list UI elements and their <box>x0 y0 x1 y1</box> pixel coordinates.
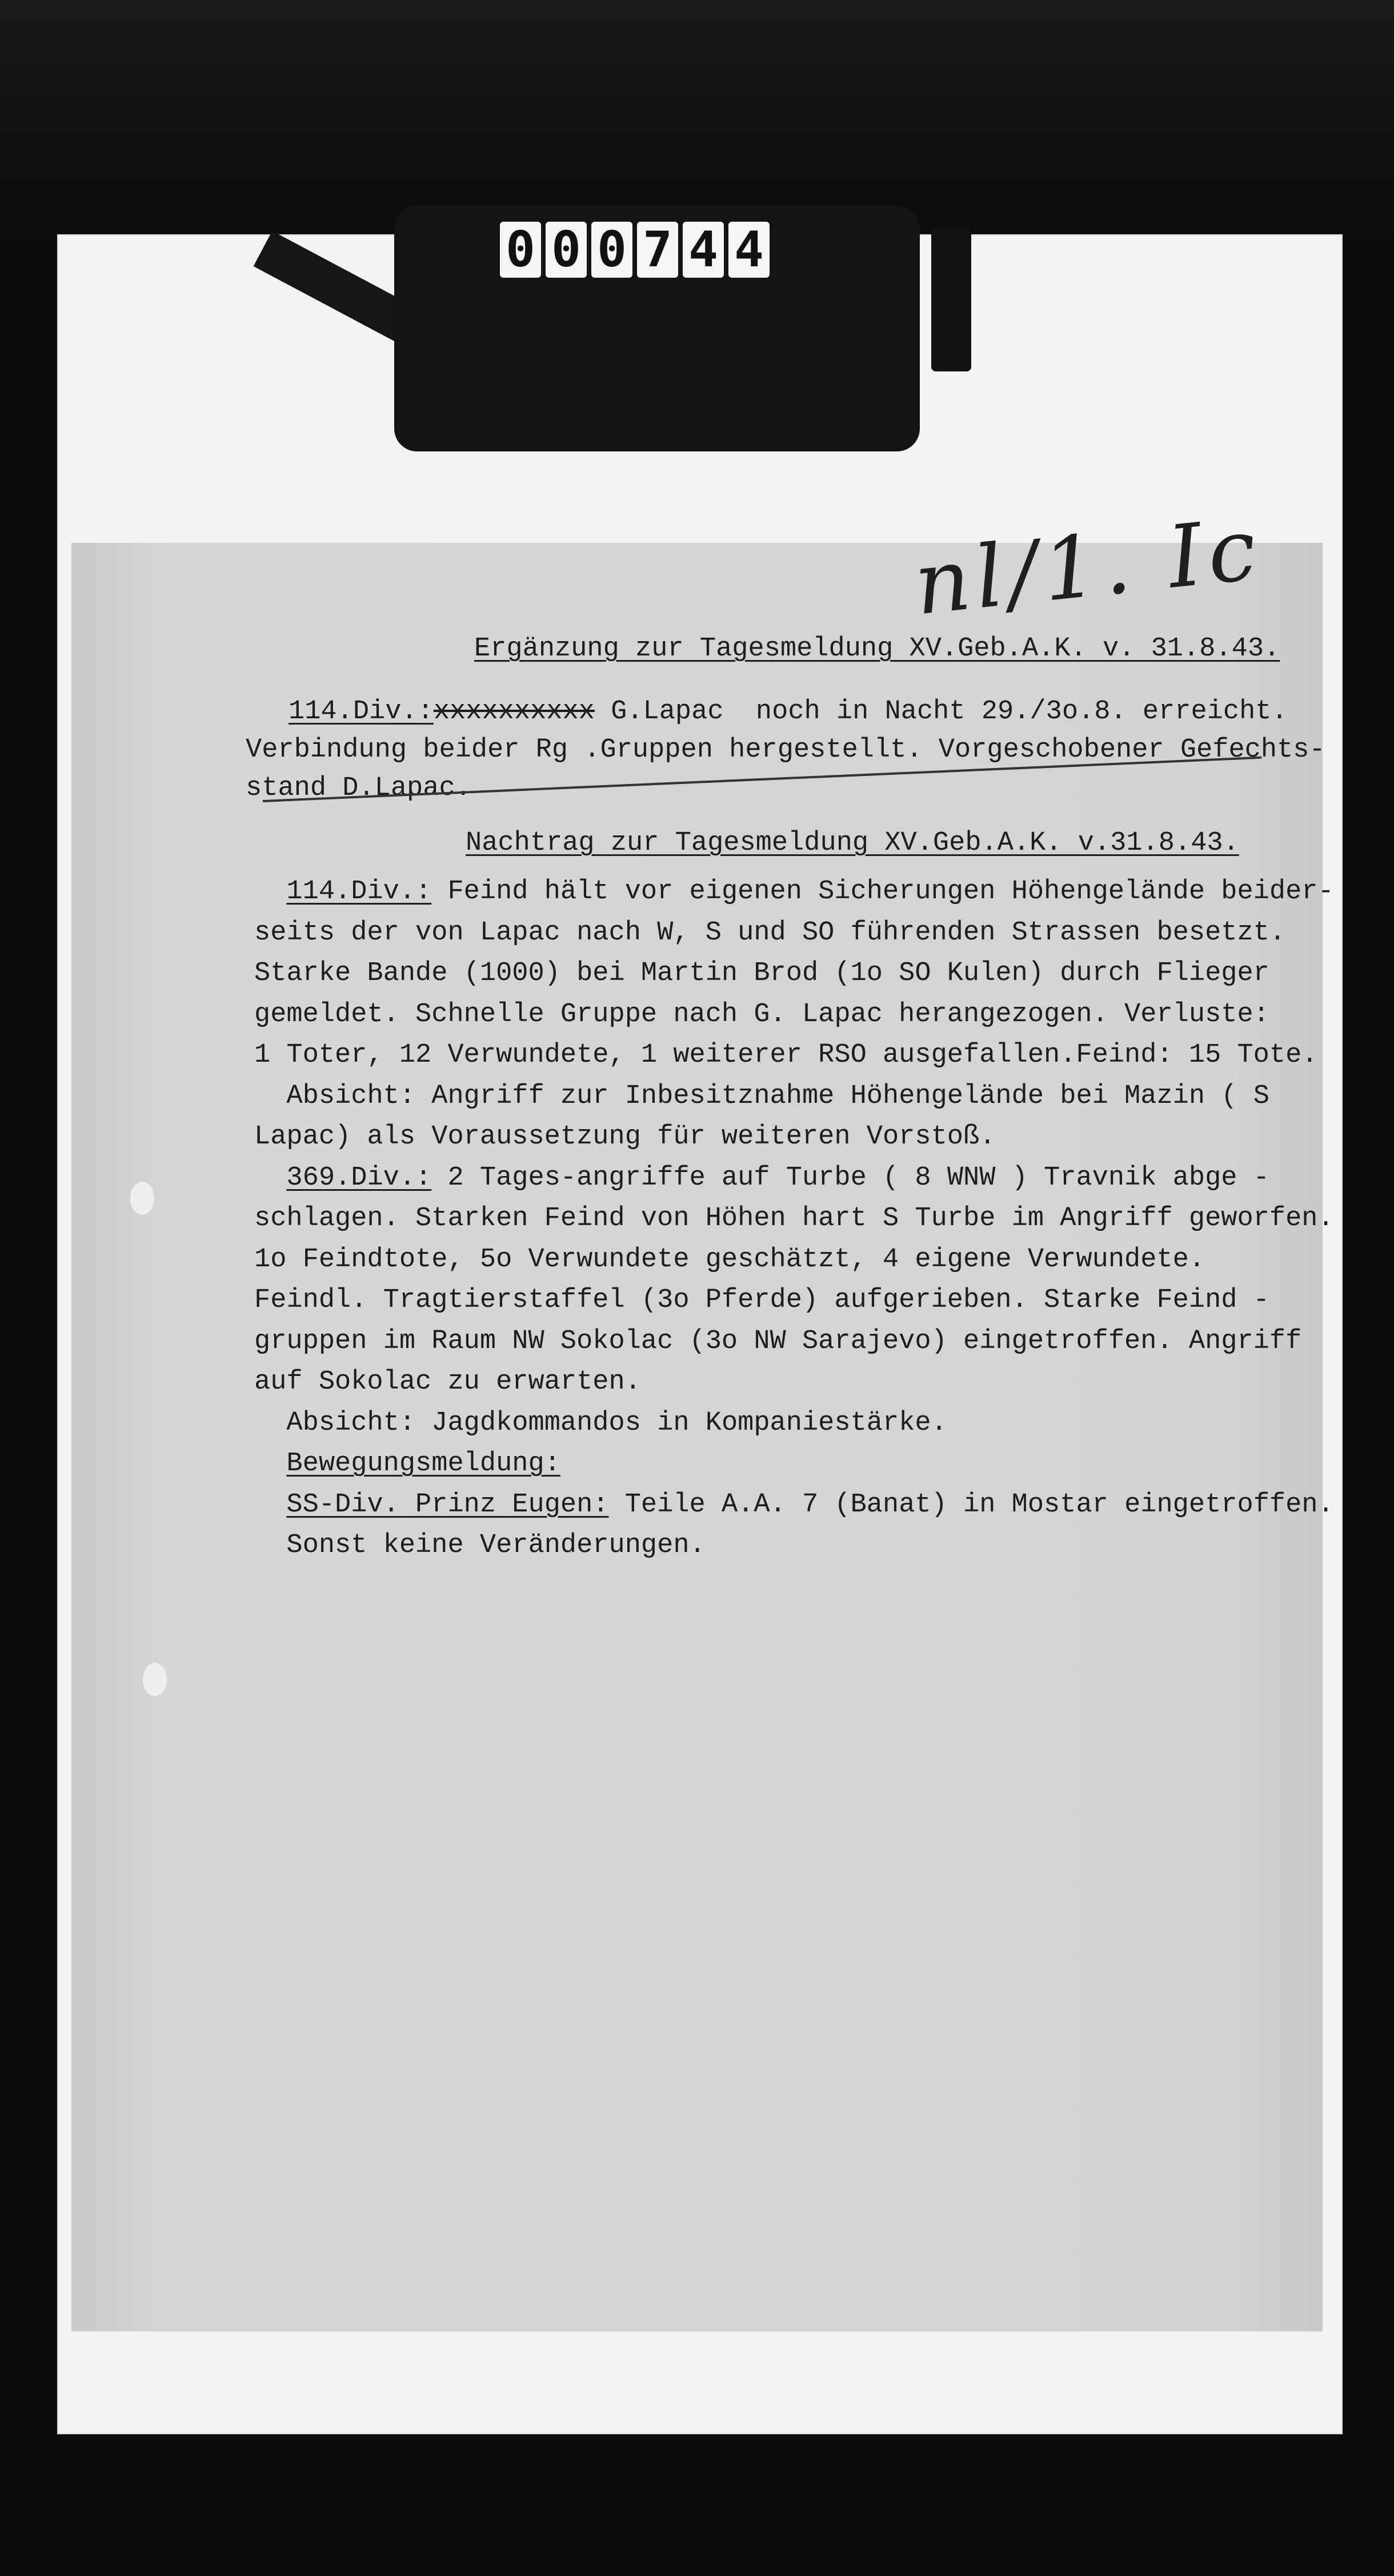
addendum-line <box>254 1321 1334 1362</box>
line-text: gruppen im Raum NW Sokolac (3o NW Sarajevo) eingetroffen. Angriff <box>254 1326 1302 1357</box>
supplement-line <box>289 694 1288 730</box>
line-text: auf Sokolac zu erwarten. <box>254 1367 641 1397</box>
division-label: 114.Div.: <box>289 697 434 727</box>
underlined-heading: SS-Div. Prinz Eugen: <box>286 1489 609 1520</box>
line-text: gemeldet. Schnelle Gruppe nach G. Lapac herangezogen. Verluste: <box>254 999 1269 1030</box>
indent <box>254 1081 286 1111</box>
line-text: Absicht: Angriff zur Inbesitznahme Höhengelände bei Mazin ( S <box>286 1081 1269 1111</box>
addendum-line <box>254 1158 1334 1199</box>
addendum-line <box>254 1239 1334 1281</box>
report-title-supplement: Ergänzung zur Tagesmeldung XV.Geb.A.K. v. 31.8.43. <box>474 634 1280 664</box>
addendum-line <box>254 1443 1334 1485</box>
addendum-line <box>254 871 1334 913</box>
counter-digit: 4 <box>728 222 770 278</box>
line-text: Sonst keine Veränderungen. <box>286 1530 706 1561</box>
handwritten-annotation: nl/1. Ic <box>910 499 1267 635</box>
report-title-addendum: Nachtrag zur Tagesmeldung XV.Geb.A.K. v.31.8.43. <box>466 828 1239 858</box>
punch-hole <box>130 1182 154 1215</box>
underlined-heading: 114.Div.: <box>286 877 432 907</box>
line-text: G.Lapac noch in Nacht 29./3o.8. erreicht. <box>594 697 1288 727</box>
film-background <box>0 0 1394 240</box>
punch-hole <box>143 1663 167 1696</box>
indent <box>254 1163 286 1193</box>
underlined-heading: Bewegungsmeldung: <box>286 1449 560 1479</box>
counter-digit: 4 <box>683 222 724 278</box>
line-text: Absicht: Jagdkommandos in Kompaniestärke. <box>286 1407 947 1438</box>
supplement-line: stand D.Lapac. <box>246 773 471 803</box>
addendum-line <box>254 1117 1334 1158</box>
counter-knob <box>931 229 971 371</box>
addendum-body <box>254 871 1334 1566</box>
line-text: Feindl. Tragtierstaffel (3o Pferde) aufgerieben. Starke Feind - <box>254 1285 1269 1315</box>
line-text: 1 Toter, 12 Verwundete, 1 weiterer RSO ausgefallen.Feind: 15 Tote. <box>254 1040 1318 1070</box>
addendum-line <box>254 994 1334 1035</box>
line-text: Lapac) als Voraussetzung für weiteren Vorstoß. <box>254 1122 996 1152</box>
supplement-line: Verbindung beider Rg .Gruppen hergestellt. Vorgeschobener Gefechts- <box>246 735 1325 765</box>
line-text: 2 Tages-angriffe auf Turbe ( 8 WNW ) Travnik abge - <box>431 1162 1269 1193</box>
frame-counter <box>500 222 770 278</box>
counter-digit: 0 <box>546 222 587 278</box>
addendum-line <box>254 1035 1334 1076</box>
addendum-line <box>254 1525 1334 1566</box>
addendum-line <box>254 1362 1334 1403</box>
addendum-line <box>254 913 1334 954</box>
struck-text: xxxxxxxxxx <box>433 697 595 727</box>
line-text: schlagen. Starken Feind von Höhen hart S Turbe im Angriff geworfen. <box>254 1203 1334 1234</box>
line-text: Teile A.A. 7 (Banat) in Mostar eingetroffen. <box>608 1489 1334 1520</box>
indent <box>254 1449 286 1479</box>
counter-digit: 7 <box>637 222 678 278</box>
addendum-line <box>254 1280 1334 1321</box>
counter-digit: 0 <box>500 222 541 278</box>
indent <box>254 1530 286 1561</box>
indent <box>254 1408 286 1438</box>
line-text: Feind hält vor eigenen Sicherungen Höhengelände beider- <box>431 877 1334 907</box>
addendum-line <box>254 1485 1334 1526</box>
underlined-heading: 369.Div.: <box>286 1162 432 1193</box>
indent <box>254 1490 286 1520</box>
addendum-line <box>254 953 1334 994</box>
counter-digit: 0 <box>591 222 632 278</box>
indent <box>254 877 286 907</box>
addendum-line <box>254 1403 1334 1444</box>
line-text: Starke Bande (1000) bei Martin Brod (1o SO Kulen) durch Flieger <box>254 958 1269 989</box>
addendum-line <box>254 1198 1334 1239</box>
line-text: seits der von Lapac nach W, S und SO führenden Strassen besetzt. <box>254 917 1286 948</box>
line-text: 1o Feindtote, 5o Verwundete geschätzt, 4 eigene Verwundete. <box>254 1244 1205 1275</box>
addendum-line <box>254 1076 1334 1117</box>
